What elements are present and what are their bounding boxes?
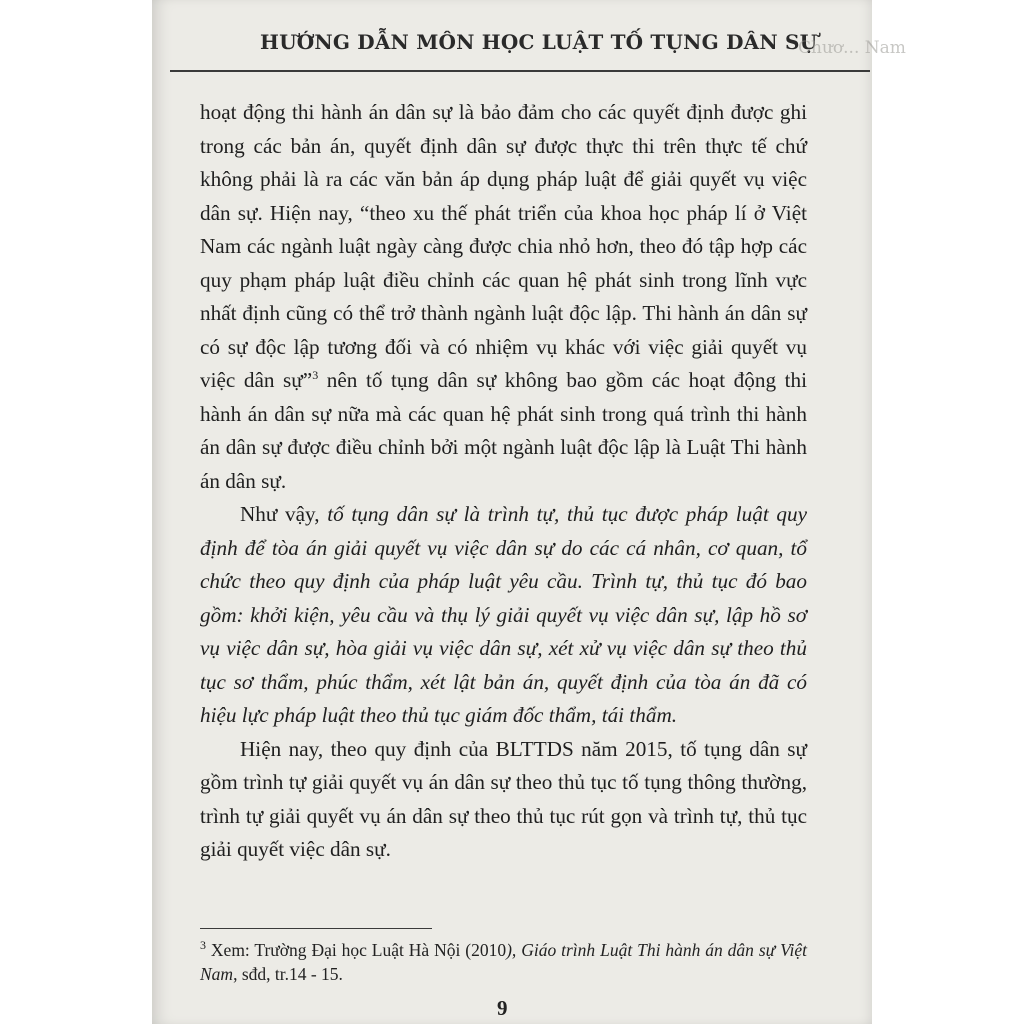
footnote-marker: 3 xyxy=(200,938,206,953)
paragraph-1-text-cont: nên tố tụng dân sự không bao gồm các hoạt động thi hành án dân sự nữa mà các quan hệ phát sinh trong quá trình thi hành án dân sự được điều chỉnh bởi một ngành luật độc lập là Luật Thi hành án dân sự. xyxy=(200,368,807,493)
book-page xyxy=(152,0,906,1024)
main-text xyxy=(200,96,807,867)
paragraph-2-definition: tố tụng dân sự là trình tự, thủ tục được pháp luật quy định để tòa án giải quyết vụ việc dân sự do các cá nhân, cơ quan, tổ chức theo quy định của pháp luật yêu cầu. Trình tự, thủ tục đó bao gồm: khởi kiện, yêu cầu và thụ lý giải quyết vụ việc dân sự, lập hồ sơ vụ việc dân sự, hòa giải vụ việc dân sự, xét xử vụ việc dân sự theo thủ tục sơ thẩm, phúc thẩm, xét lật bản án, quyết định của tòa án đã có hiệu lực pháp luật theo thủ tục giám đốc thẩm, tái thẩm. xyxy=(200,502,808,727)
footnote-text-end: , sđd, tr.14 - 15. xyxy=(233,964,343,984)
paragraph-1-text: hoạt động thi hành án dân sự là bảo đảm cho các quyết định được ghi trong các bản án, quyết định dân sự được thực thi trên thực tế chứ không phải là ra các văn bản áp dụng pháp luật để giải quyết vụ việc dân sự. Hiện nay, “theo xu thế phát triển của khoa học pháp lí ở Việt Nam các ngành luật ngày càng được chia nhỏ hơn, theo đó tập hợp các quy phạm pháp luật điều chỉnh các quan hệ phát sinh trong lĩnh vực nhất định cũng có thể trở thành ngành luật độc lập. Thi hành án dân sự có sự độc lập tương đối và có nhiệm vụ khác với việc giải quyết vụ việc dân sự” xyxy=(200,100,807,392)
footnote xyxy=(200,938,807,986)
footnote-text: Xem: Trường Đại học Luật Hà Nội (2010 xyxy=(206,940,507,960)
paragraph-2-lead: Như vậy, xyxy=(240,502,328,526)
footnote-title: ), Giáo trình Luật Thi hành án dân sự Việt Nam xyxy=(200,940,807,984)
header-divider xyxy=(170,70,870,72)
footnote-divider xyxy=(200,928,432,929)
footnote-reference: 3 xyxy=(312,367,319,382)
header-title: HƯỚNG DẪN MÔN HỌC LUẬT TỐ TỤNG DÂN SỰ xyxy=(260,30,818,54)
page-number: 9 xyxy=(497,996,508,1020)
paragraph-1 xyxy=(200,96,807,498)
header-bleed-through-text: Chươ... Nam xyxy=(798,38,906,58)
running-header xyxy=(170,18,906,68)
paragraph-2 xyxy=(200,498,807,733)
paragraph-3: Hiện nay, theo quy định của BLTTDS năm 2015, tố tụng dân sự gồm trình tự giải quyết vụ án dân sự theo thủ tục tố tụng thông thường, trình tự giải quyết vụ án dân sự theo thủ tục rút gọn và trình tự, thủ tục giải quyết việc dân sự. xyxy=(200,736,807,861)
